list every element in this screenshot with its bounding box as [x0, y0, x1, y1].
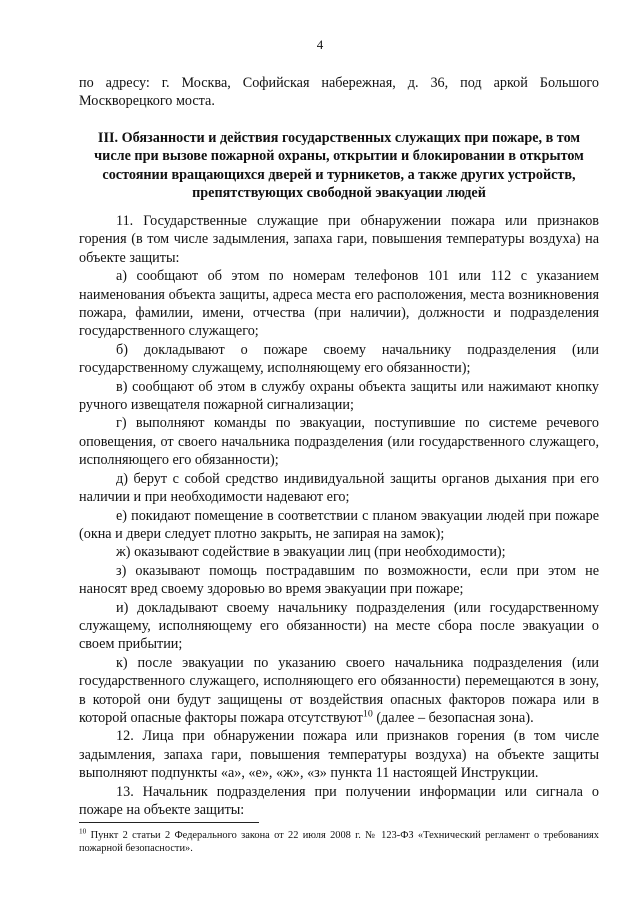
section-title: III. Обязанности и действия государственных служащих при пожаре, в том числе при вызове пожарной охраны, открытии и блокировании в открытом состоянии вращающихся дверей и турникетов, а также других устройств, препятствующих свободной эвакуации людей — [94, 130, 584, 202]
page-number: 4 — [316, 37, 324, 52]
section-content — [79, 212, 599, 819]
paragraph-11a: а) сообщают об этом по номерам телефонов 101 или 112 с указанием наименования объекта защиты, адреса места его расположения, места возникновения пожара, фамилии, имени, отчества (при наличии), должности и подразделения государственного служащего; — [79, 268, 599, 340]
paragraph-11z: з) оказывают помощь пострадавшим по возможности, если при этом не наносят вред своему здоровью во время эвакуации при пожаре; — [79, 562, 599, 598]
footnote-text: Пункт 2 статьи 2 Федерального закона от 22 июля 2008 г. № 123-ФЗ «Технический регламент о требованиях пожарной безопасности». — [79, 830, 599, 855]
paragraph-11b: б) докладывают о пожаре своему начальнику подразделения (или государственному служащему, исполняющему его обязанности); — [79, 341, 599, 377]
paragraph-11k-tail: (далее – безопасная зона). — [372, 709, 534, 726]
intro-paragraph: по адресу: г. Москва, Софийская набережная, д. 36, под аркой Большого Москворецкого моста. — [79, 75, 599, 110]
paragraph-11g: г) выполняют команды по эвакуации, поступившие по системе речевого оповещения, от своего начальника подразделения (или государственного служащего, исполняющего его обязанности); — [79, 415, 599, 469]
paragraph-11v: в) сообщают об этом в службу охраны объекта защиты или нажимают кнопку ручного извещателя пожарной сигнализации; — [79, 378, 599, 414]
paragraph-11zh: ж) оказывают содействие в эвакуации лиц (при необходимости); — [116, 544, 506, 561]
paragraph-11d: д) берут с собой средство индивидуальной защиты органов дыхания при его наличии и при необходимости надевают его; — [79, 470, 599, 506]
paragraph-11i: и) докладывают своему начальнику подразделения (или государственному служащему, исполняющему его обязанности) на месте сбора после эвакуации о своем прибытии; — [79, 599, 599, 653]
paragraph-12: 12. Лица при обнаружении пожара или признаков горения (в том числе задымления, запаха гари, повышения температуры воздуха) на объекте защиты выполняют подпункты «а», «е», «ж», «з» пункта 11 настоящей Инструкции. — [79, 728, 599, 782]
footnote — [79, 829, 599, 855]
paragraph-11k — [79, 654, 599, 728]
footnote-reference: 10 — [362, 708, 373, 720]
paragraph-13: 13. Начальник подразделения при получении информации или сигнала о пожаре на объекте защиты: — [79, 783, 599, 818]
paragraph-11: 11. Государственные служащие при обнаружении пожара или признаков горения (в том числе задымления, запаха гари, повышения температуры воздуха) на объекте защиты: — [79, 213, 599, 266]
paragraph-11e: е) покидают помещение в соответствии с планом эвакуации людей при пожаре (окна и двери следует плотно закрыть, не запирая на замок); — [79, 507, 599, 542]
paragraph-11k-text: к) после эвакуации по указанию своего начальника подразделения (или государственного служащего, исполняющего его обязанности) перемещаются в зону, в которой они будут защищены от воздействия опасных факторов пожара или в которой опасные факторы пожара отсутствуют — [79, 654, 599, 726]
footnote-divider — [79, 822, 259, 823]
footnote-number: 10 — [79, 827, 87, 836]
